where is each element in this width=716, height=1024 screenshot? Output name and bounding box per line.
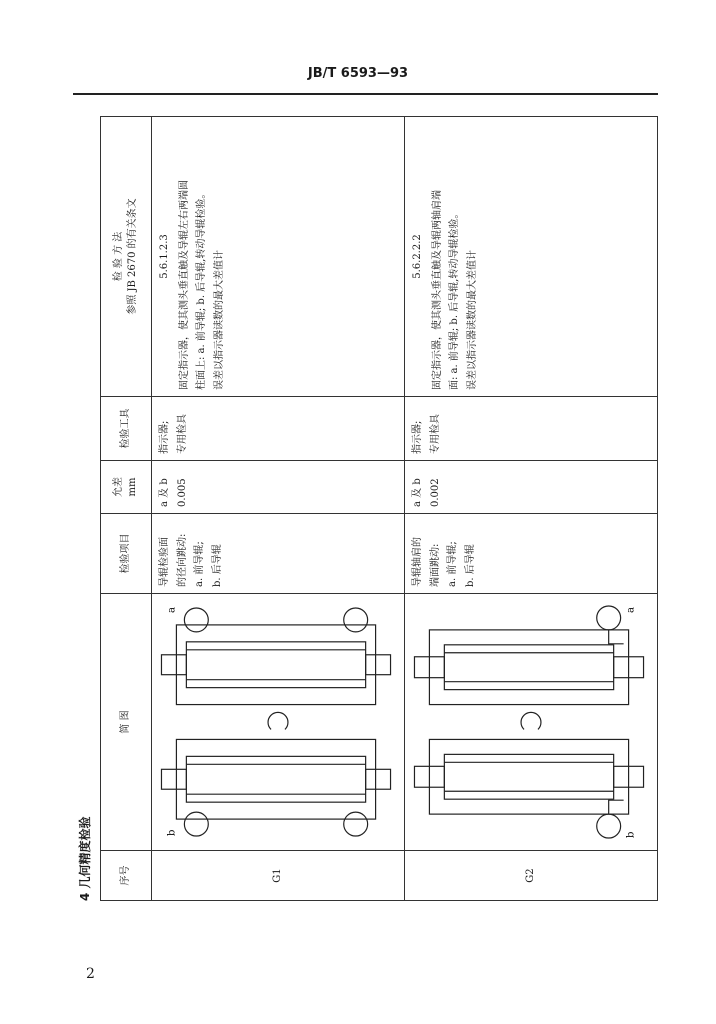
label-a: a [625,607,637,613]
tool-line: 指示器; [159,420,170,454]
indicator-dial-b-right [344,812,368,836]
header-method-ref: 参照 JB 2670 的有关条文 [127,198,138,315]
label-b: b [166,829,178,837]
header-method [101,117,152,397]
indicator-dial-a-right [344,608,368,632]
row-method [405,117,658,397]
rotated-table-region [78,117,655,901]
tolerance-scope: a 及 b [412,478,423,507]
row-item [405,514,658,594]
method-line: 固定指示器，使其测头垂直触及导辊两轴肩端 [431,190,443,390]
header-diagram: 简 图 [101,594,152,851]
rear-roller-frame [429,630,628,705]
tolerance-scope: a 及 b [159,478,170,507]
indicator-dial-b-left [184,812,208,836]
front-roller-frame [176,739,375,819]
indicator-dial-a [597,606,621,630]
row-item [152,514,405,594]
item-line: 的径向跳动: [176,533,188,587]
table-header-row [101,117,152,901]
rear-roller-frame [176,625,375,705]
roller-shoulder-runout-diagram [409,600,652,844]
row-tools [405,397,658,461]
header-rule [73,93,658,95]
rear-roller-body [444,645,613,690]
item-line: b. 后导辊 [464,544,476,587]
label-b: b [625,831,637,839]
item-line: b. 后导辊 [211,544,223,587]
item-line: 端面跳动: [429,543,441,587]
header-tolerance-label: 允差 [113,477,124,497]
header-tolerance [101,461,152,514]
indicator-dial-a-left [184,608,208,632]
table-row [152,117,405,901]
header-tools: 检验工具 [101,397,152,461]
method-line: 柱面上: a. 前导辊; b. 后导辊,转动导辊检验。 [196,188,207,390]
row-diagram [405,594,658,851]
section-title: 4 几何精度检验 [78,816,92,901]
row-tools [152,397,405,461]
tolerance-value: 0.005 [176,478,188,507]
row-tolerance [152,461,405,514]
method-line: 误差以指示器读数的最大差值计 [466,250,478,390]
method-ref: 5.6.2.2.2 [412,234,423,279]
item-line: a. 前导辊; [194,541,205,587]
rotation-arrow [268,712,288,729]
row-tolerance [405,461,658,514]
header-seq: 序号 [101,851,152,901]
row-method [152,117,405,397]
geometric-accuracy-table [100,116,658,901]
rotation-arrow [521,712,541,729]
tool-line: 指示器; [412,420,423,454]
front-roller-body [186,756,365,802]
item-line: a. 前导辊; [447,541,458,587]
front-roller-frame [429,739,628,814]
tool-line: 专用检具 [429,414,441,454]
method-line: 误差以指示器读数的最大差值计 [213,250,225,390]
header-item: 检验项目 [101,514,152,594]
item-line: 导辊检验面 [159,537,170,587]
page-number: 2 [86,966,95,982]
page-header: JB/T 6593—93 [307,66,409,81]
method-ref: 5.6.1.2.3 [159,234,170,279]
row-seq: G2 [405,851,658,901]
table-row [405,117,658,901]
label-a: a [166,607,178,613]
item-line: 导辊轴肩的 [412,537,423,587]
front-roller-body [444,754,613,799]
roller-radial-runout-diagram [156,600,399,844]
method-line: 面: a. 前导辊; b. 后导辊,转动导辊检验。 [449,208,460,390]
row-diagram [152,594,405,851]
header-tolerance-unit: mm [127,477,138,497]
indicator-dial-b [597,814,621,838]
rear-roller-body [186,642,365,688]
tolerance-value: 0.002 [429,478,441,507]
row-seq: G1 [152,851,405,901]
tool-line: 专用检具 [176,414,188,454]
header-method-label: 检 验 方 法 [113,231,124,282]
method-line: 固定指示器，使其测头垂直触及导辊左右两端圆 [178,180,190,390]
